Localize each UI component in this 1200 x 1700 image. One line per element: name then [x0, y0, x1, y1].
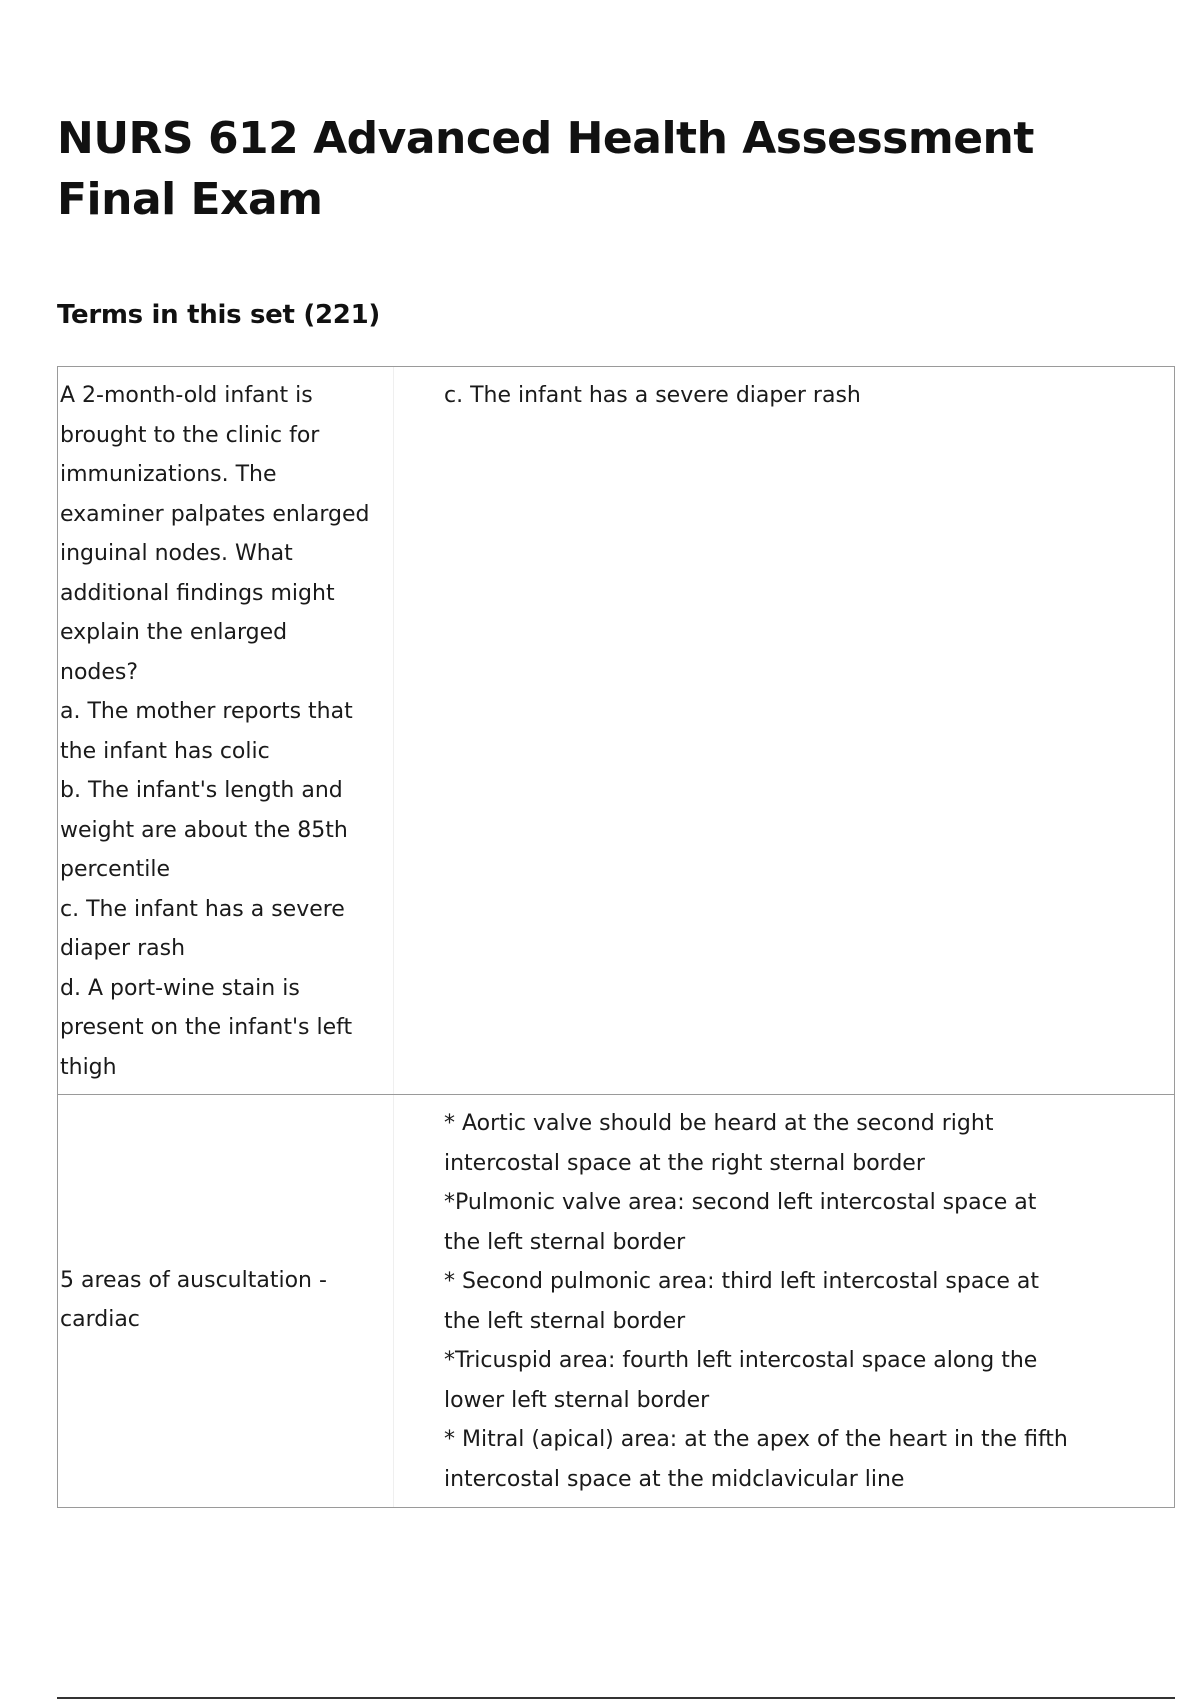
- definition-cell: [394, 367, 1174, 1094]
- definition-line: * Second pulmonic area: third left intercostal space at: [444, 1269, 1040, 1294]
- page-title: NURS 612 Advanced Health Assessment Final Exam: [57, 113, 1034, 225]
- term-line: thigh: [60, 1054, 117, 1080]
- term-line: percentile: [60, 857, 171, 882]
- term-line: diaper rash: [60, 936, 186, 961]
- term-line: cardiac: [60, 1307, 140, 1332]
- term-line: weight are about the 85th: [60, 817, 348, 843]
- term-line: A 2-month-old infant is: [60, 383, 313, 408]
- term-line: additional findings might: [60, 580, 335, 606]
- definition-line: intercostal space at the midclavicular line: [444, 1466, 905, 1492]
- term-line: 5 areas of auscultation -: [60, 1267, 327, 1293]
- term-line: b. The infant's length and: [60, 778, 343, 803]
- term-line: c. The infant has a severe: [60, 896, 345, 922]
- definition-line: intercostal space at the right sternal border: [444, 1150, 925, 1176]
- definition-line: *Tricuspid area: fourth left intercostal space along the: [444, 1348, 1038, 1373]
- definition-line: *Pulmonic valve area: second left intercostal space at: [444, 1190, 1037, 1215]
- term-line: the infant has colic: [60, 738, 270, 764]
- term-cell: [58, 1095, 394, 1507]
- term-cell: [58, 367, 394, 1094]
- definition-line: the left sternal border: [444, 1229, 686, 1255]
- term-card: [58, 367, 1174, 1094]
- term-line: explain the enlarged: [60, 620, 288, 645]
- terms-count-heading: Terms in this set (221): [57, 300, 380, 330]
- term-line: immunizations. The: [60, 462, 277, 487]
- definition-line: * Mitral (apical) area: at the apex of the heart in the fifth: [444, 1427, 1068, 1452]
- term-line: d. A port-wine stain is: [60, 975, 300, 1001]
- term-card: [58, 1094, 1174, 1507]
- definition-line: c. The infant has a severe diaper rash: [444, 383, 861, 408]
- term-line: brought to the clinic for: [60, 422, 320, 448]
- definition-line: lower left sternal border: [444, 1387, 710, 1413]
- definition-line: * Aortic valve should be heard at the second right: [444, 1111, 994, 1136]
- term-line: nodes?: [60, 659, 139, 685]
- term-line: examiner palpates enlarged: [60, 501, 370, 527]
- definition-line: the left sternal border: [444, 1308, 686, 1334]
- term-line: inguinal nodes. What: [60, 541, 293, 566]
- term-line: present on the infant's left: [60, 1015, 353, 1040]
- definition-cell: [394, 1095, 1174, 1507]
- terms-table: [57, 366, 1175, 1508]
- term-line: a. The mother reports that: [60, 699, 353, 724]
- page-bottom-divider: [57, 1697, 1175, 1699]
